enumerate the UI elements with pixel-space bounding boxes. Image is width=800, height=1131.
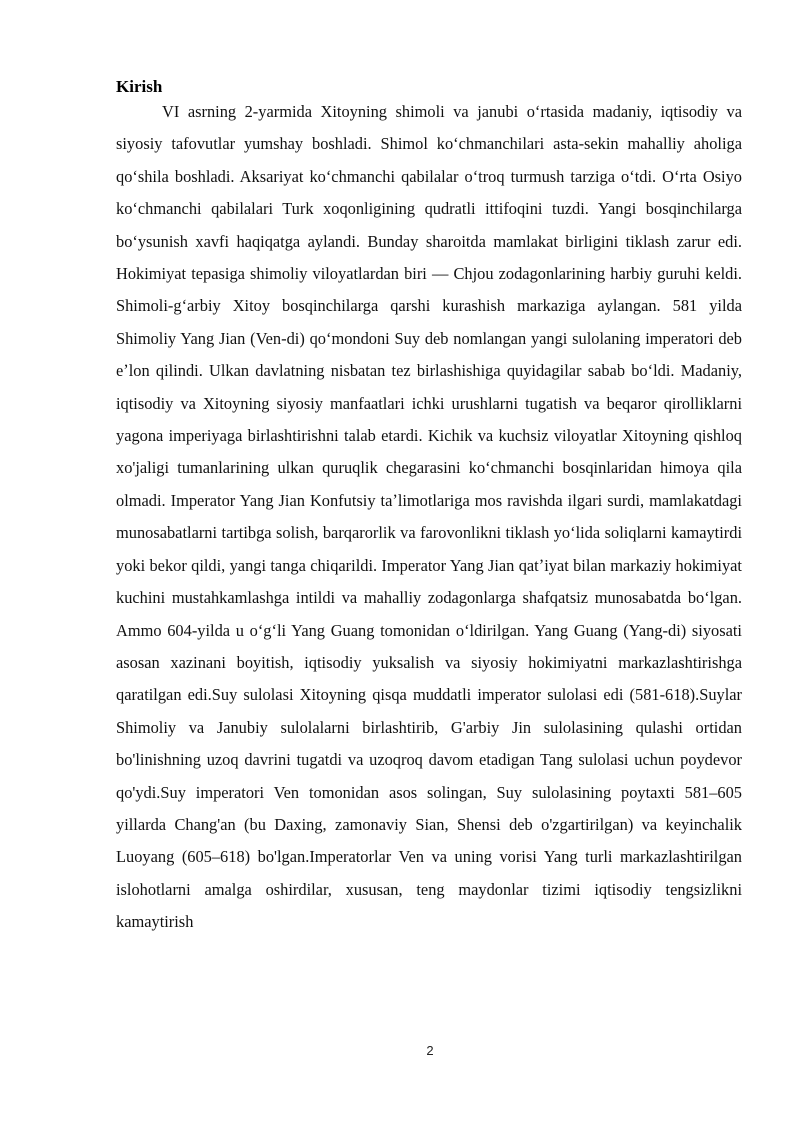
section-heading: Kirish: [116, 77, 163, 96]
page-number: 2: [426, 1043, 434, 1058]
body-paragraph: VI asrning 2-yarmida Xitoyning shimoli va janubi oʻrtasida madaniy, iqtisodiy va siyosiy tafovutlar yumshay boshladi. Shimol koʻchmanchilari asta-sekin mahalliy aholiga qoʻshila boshladi. Aksariyat koʻchmanchi qabilalar oʻtroq turmush tarziga oʻtdi. Oʻrta Osiyo koʻchmanchi qabilalari Turk xoqonligining qudratli ittifoqini tuzdi. Yangi bosqinchilarga boʻysunish xavfi haqiqatga aylandi. Bunday sharoitda mamlakat birligini tiklash zarur edi. Hokimiyat tepasiga shimoliy viloyatlardan biri — Chjou zodagonlarining harbiy guruhi keldi. Shimoli-gʻarbiy Xitoy bosqinchilarga qarshi kurashish markaziga aylangan. 581 yilda Shimoliy Yang Jian (Ven-di) qoʻmondoni Suy deb nomlangan yangi sulolaning imperatori deb eʼlon qilindi. Ulkan davlatning nisbatan tez birlashishiga quyidagilar sabab boʻldi. Madaniy, iqtisodiy va Xitoyning siyosiy manfaatlari ichki urushlarni tugatish va beqaror qirolliklarni yagona imperiyaga birlashtirishni talab etardi. Kichik va kuchsiz viloyatlar Xitoyning qishloq xo'jaligi tumanlarining ulkan quruqlik chegarasini koʻchmanchi bosqinlaridan himoya qila olmadi. Imperator Yang Jian Konfutsiy taʼlimotlariga mos ravishda ilgari surdi, mamlakatdagi munosabatlarni tartibga solish, barqarorlik va farovonlikni tiklash yoʻlida soliqlarni kamaytirdi yoki bekor qildi, yangi tanga chiqarildi. Imperator Yang Jian qatʼiyat bilan markaziy hokimiyat kuchini mustahkamlashga intildi va mahalliy zodagonlarga shafqatsiz munosabatda boʻlgan. Ammo 604-yilda u oʻgʻli Yang Guang tomonidan oʻldirilgan. Yang Guang (Yang-di) siyosati asosan xazinani boyitish, iqtisodiy yuksalish va siyosiy hokimiyatni markazlashtirishga qaratilgan edi.Suy sulolasi Xitoyning qisqa muddatli imperator sulolasi edi (581-618).Suylar Shimoliy va Janubiy sulolalarni birlashtirib, G'arbiy Jin sulolasining qulashi ortidan bo'linishning uzoq davrini tugatdi va uzoqroq davom etadigan Tang sulolasi uchun poydevor qo'ydi.Suy imperatori Ven tomonidan asos solingan, Suy sulolasining poytaxti 581–605 yillarda Chang'an (bu Daxing, zamonaviy Sian, Shensi deb o'zgartirilgan) va keyinchalik Luoyang (605–618) bo'lgan.Imperatorlar Ven va uning vorisi Yang turli markazlashtirilgan islohotlarni amalga oshirdilar, xususan, teng maydonlar tizimi iqtisodiy tengsizlikni kamaytirish: [116, 102, 742, 932]
